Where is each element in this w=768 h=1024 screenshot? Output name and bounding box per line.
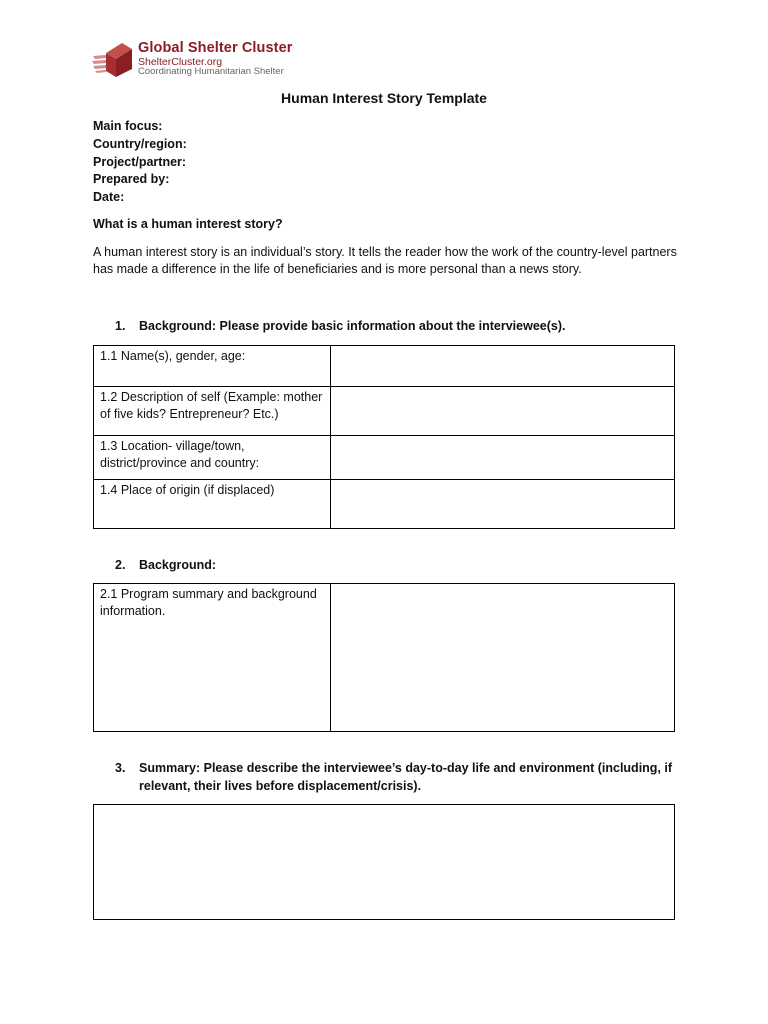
row-answer-location[interactable]	[331, 436, 675, 480]
section-3-heading	[93, 759, 675, 795]
row-label-name-gender-age: 1.1 Name(s), gender, age:	[94, 346, 331, 387]
logo-website: ShelterCluster.org	[138, 56, 223, 68]
meta-field-main-focus: Main focus:	[93, 119, 163, 133]
section-2-number: 2.	[115, 558, 126, 572]
row-label-place-of-origin: 1.4 Place of origin (if displaced)	[94, 480, 331, 529]
global-shelter-cluster-logo	[92, 40, 332, 80]
section-3-number: 3.	[115, 761, 126, 775]
table-row	[94, 480, 675, 529]
row-answer-place-of-origin[interactable]	[331, 480, 675, 529]
document-title: Human Interest Story Template	[281, 90, 487, 106]
section-2-title: Background:	[139, 558, 217, 572]
meta-field-country-region: Country/region:	[93, 136, 187, 151]
section-1-heading	[93, 317, 675, 335]
meta-field-project-partner: Project/partner:	[93, 154, 187, 169]
meta-field-prepared-by: Prepared by:	[93, 172, 170, 187]
section-3-title: Summary: Please describe the interviewee’s day-to-day life and environment (including, if relevant, their lives before displacement/crisis).	[139, 761, 673, 793]
logo-tagline: Coordinating Humanitarian Shelter	[138, 66, 284, 77]
meta-fields	[93, 118, 187, 207]
row-answer-name-gender-age[interactable]	[331, 346, 675, 387]
shelter-hands-icon	[92, 41, 134, 77]
meta-field-date: Date:	[93, 190, 125, 205]
intro-heading: What is a human interest story?	[93, 217, 283, 231]
program-summary-table	[93, 583, 675, 732]
row-answer-program-summary[interactable]	[331, 584, 675, 732]
background-table	[93, 345, 675, 529]
table-row	[94, 584, 675, 732]
section-1-title: Background: Please provide basic information about the interviewee(s).	[139, 319, 566, 333]
table-row	[94, 346, 675, 387]
row-answer-description-of-self[interactable]	[331, 387, 675, 436]
logo-title: Global Shelter Cluster	[138, 40, 293, 56]
intro-paragraph: A human interest story is an individual’s story. It tells the reader how the work of the country-level partners has made a difference in the life of beneficiaries and is more personal than a news story.	[93, 245, 677, 276]
row-label-description-of-self: 1.2 Description of self (Example: mother of five kids? Entrepreneur? Etc.)	[94, 387, 331, 436]
row-label-location: 1.3 Location- village/town, district/province and country:	[94, 436, 331, 480]
table-row	[94, 436, 675, 480]
summary-answer-box[interactable]	[93, 804, 675, 920]
section-2-heading	[93, 556, 675, 574]
section-1-number: 1.	[115, 319, 126, 333]
row-label-program-summary: 2.1 Program summary and background information.	[94, 584, 331, 732]
table-row	[94, 387, 675, 436]
